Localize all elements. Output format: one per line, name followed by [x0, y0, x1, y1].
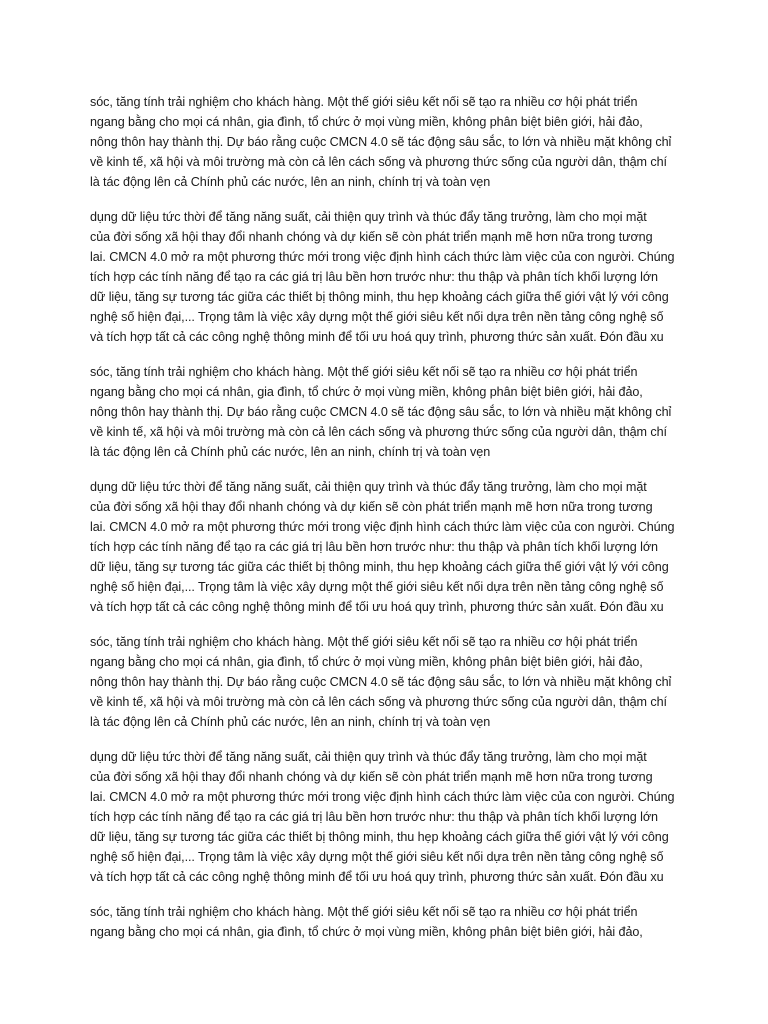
paragraph	[90, 477, 676, 617]
text-line: của đời sống xã hội thay đổi nhanh chóng và dự kiến sẽ còn phát triển mạnh mẽ hơn nữa trong tương	[90, 500, 653, 514]
text-line: tích hợp các tính năng để tạo ra các giá trị lâu bền hơn trước như: thu thập và phân tích khối lượng lớn	[90, 540, 658, 554]
text-line: là tác động lên cả Chính phủ các nước, lên an ninh, chính trị và toàn vẹn	[90, 445, 491, 459]
text-line: ngang bằng cho mọi cá nhân, gia đình, tổ chức ở mọi vùng miền, không phân biệt biên giới, hải đảo,	[90, 115, 643, 129]
text-line: lai. CMCN 4.0 mở ra một phương thức mới trong việc định hình cách thức làm việc của con người. Chúng	[90, 520, 675, 534]
text-line: nghệ số hiện đại,... Trọng tâm là việc xây dựng một thế giới siêu kết nối dựa trên nền tảng công nghệ số	[90, 310, 664, 324]
text-line: nghệ số hiện đại,... Trọng tâm là việc xây dựng một thế giới siêu kết nối dựa trên nền tảng công nghệ số	[90, 580, 664, 594]
text-line: ngang bằng cho mọi cá nhân, gia đình, tổ chức ở mọi vùng miền, không phân biệt biên giới, hải đảo,	[90, 925, 643, 939]
text-line: tích hợp các tính năng để tạo ra các giá trị lâu bền hơn trước như: thu thập và phân tích khối lượng lớn	[90, 810, 658, 824]
text-line: dụng dữ liệu tức thời để tăng năng suất, cải thiện quy trình và thúc đẩy tăng trưởng, làm cho mọi mặt	[90, 480, 647, 494]
text-line: nghệ số hiện đại,... Trọng tâm là việc xây dựng một thế giới siêu kết nối dựa trên nền tảng công nghệ số	[90, 850, 664, 864]
text-line: dữ liệu, tăng sự tương tác giữa các thiết bị thông minh, thu hẹp khoảng cách giữa thế giới vật lý với công	[90, 290, 669, 304]
text-line: về kinh tế, xã hội và môi trường mà còn cả lên cách sống và phương thức sống của người dân, thậm chí	[90, 425, 667, 439]
text-line: nông thôn hay thành thị. Dự báo rằng cuộc CMCN 4.0 sẽ tác động sâu sắc, to lớn và nhiều mặt không chỉ	[90, 675, 672, 689]
text-line: sóc, tăng tính trải nghiệm cho khách hàng. Một thế giới siêu kết nối sẽ tạo ra nhiều cơ hội phát triển	[90, 905, 638, 919]
text-line: lai. CMCN 4.0 mở ra một phương thức mới trong việc định hình cách thức làm việc của con người. Chúng	[90, 250, 675, 264]
text-line: sóc, tăng tính trải nghiệm cho khách hàng. Một thế giới siêu kết nối sẽ tạo ra nhiều cơ hội phát triển	[90, 365, 638, 379]
paragraph	[90, 362, 676, 462]
text-line: nông thôn hay thành thị. Dự báo rằng cuộc CMCN 4.0 sẽ tác động sâu sắc, to lớn và nhiều mặt không chỉ	[90, 135, 672, 149]
text-line: lai. CMCN 4.0 mở ra một phương thức mới trong việc định hình cách thức làm việc của con người. Chúng	[90, 790, 675, 804]
document-body	[90, 92, 676, 957]
text-line: sóc, tăng tính trải nghiệm cho khách hàng. Một thế giới siêu kết nối sẽ tạo ra nhiều cơ hội phát triển	[90, 635, 638, 649]
text-line: là tác động lên cả Chính phủ các nước, lên an ninh, chính trị và toàn vẹn	[90, 715, 491, 729]
paragraph	[90, 747, 676, 887]
text-line: dữ liệu, tăng sự tương tác giữa các thiết bị thông minh, thu hẹp khoảng cách giữa thế giới vật lý với công	[90, 830, 669, 844]
text-line: dụng dữ liệu tức thời để tăng năng suất, cải thiện quy trình và thúc đẩy tăng trưởng, làm cho mọi mặt	[90, 750, 647, 764]
text-line: về kinh tế, xã hội và môi trường mà còn cả lên cách sống và phương thức sống của người dân, thậm chí	[90, 695, 667, 709]
text-line: và tích hợp tất cả các công nghệ thông minh để tối ưu hoá quy trình, phương thức sản xuất. Đón đầu xu	[90, 600, 664, 614]
text-line: là tác động lên cả Chính phủ các nước, lên an ninh, chính trị và toàn vẹn	[90, 175, 491, 189]
text-line: dữ liệu, tăng sự tương tác giữa các thiết bị thông minh, thu hẹp khoảng cách giữa thế giới vật lý với công	[90, 560, 669, 574]
paragraph	[90, 207, 676, 347]
text-line: dụng dữ liệu tức thời để tăng năng suất, cải thiện quy trình và thúc đẩy tăng trưởng, làm cho mọi mặt	[90, 210, 647, 224]
text-line: và tích hợp tất cả các công nghệ thông minh để tối ưu hoá quy trình, phương thức sản xuất. Đón đầu xu	[90, 330, 664, 344]
text-line: ngang bằng cho mọi cá nhân, gia đình, tổ chức ở mọi vùng miền, không phân biệt biên giới, hải đảo,	[90, 385, 643, 399]
paragraph	[90, 632, 676, 732]
text-line: ngang bằng cho mọi cá nhân, gia đình, tổ chức ở mọi vùng miền, không phân biệt biên giới, hải đảo,	[90, 655, 643, 669]
text-line: về kinh tế, xã hội và môi trường mà còn cả lên cách sống và phương thức sống của người dân, thậm chí	[90, 155, 667, 169]
paragraph	[90, 902, 676, 942]
text-line: và tích hợp tất cả các công nghệ thông minh để tối ưu hoá quy trình, phương thức sản xuất. Đón đầu xu	[90, 870, 664, 884]
text-line: của đời sống xã hội thay đổi nhanh chóng và dự kiến sẽ còn phát triển mạnh mẽ hơn nữa trong tương	[90, 230, 653, 244]
text-line: nông thôn hay thành thị. Dự báo rằng cuộc CMCN 4.0 sẽ tác động sâu sắc, to lớn và nhiều mặt không chỉ	[90, 405, 672, 419]
text-line: sóc, tăng tính trải nghiệm cho khách hàng. Một thế giới siêu kết nối sẽ tạo ra nhiều cơ hội phát triển	[90, 95, 638, 109]
text-line: của đời sống xã hội thay đổi nhanh chóng và dự kiến sẽ còn phát triển mạnh mẽ hơn nữa trong tương	[90, 770, 653, 784]
text-line: tích hợp các tính năng để tạo ra các giá trị lâu bền hơn trước như: thu thập và phân tích khối lượng lớn	[90, 270, 658, 284]
paragraph	[90, 92, 676, 192]
